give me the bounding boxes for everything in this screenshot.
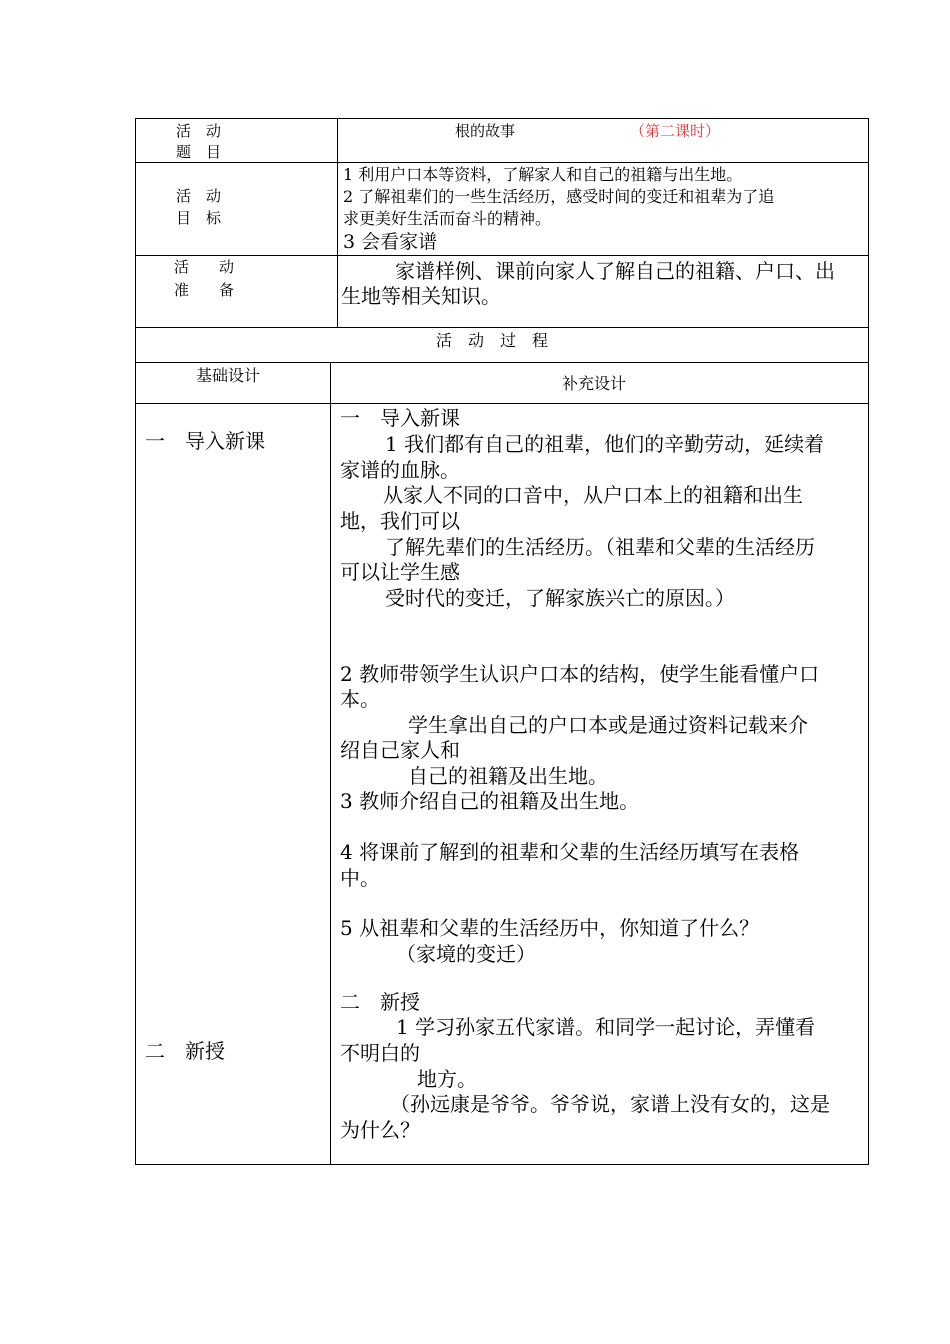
table-border-top xyxy=(135,118,869,119)
extra-line-04: 从家人不同的口音中，从户口本上的祖籍和出生 xyxy=(383,483,803,507)
row-divider-2 xyxy=(135,255,869,256)
extra-line-23: （孙远康是爷爷。爷爷说，家谱上没有女的，这是 xyxy=(390,1092,830,1116)
basic-section-2: 二 新授 xyxy=(145,1039,225,1063)
extra-line-06: 了解先辈们的生活经历。（祖辈和父辈的生活经历 xyxy=(385,535,815,559)
body-divider-vertical xyxy=(330,362,331,1165)
extra-line-10: 本。 xyxy=(340,687,380,711)
extra-line-12: 绍自己家人和 xyxy=(340,738,460,762)
goal-2-cont: 求更美好生活而奋斗的精神。 xyxy=(343,209,552,228)
extra-line-05: 地，我们可以 xyxy=(340,509,460,533)
column-basic-header: 基础设计 xyxy=(196,366,261,385)
extra-line-15: 4 将课前了解到的祖辈和父辈的生活经历填写在表格 xyxy=(340,840,800,864)
table-border-bottom xyxy=(135,1164,869,1165)
lesson-title: 根的故事 xyxy=(455,122,516,140)
prep-line2: 生地等相关知识。 xyxy=(341,284,501,308)
row-divider-4 xyxy=(135,362,869,363)
extra-line-22: 地方。 xyxy=(417,1067,477,1091)
extra-line-17: 5 从祖辈和父辈的生活经历中，你知道了什么？ xyxy=(340,916,760,940)
table-border-left xyxy=(135,118,136,1165)
title-label-line2: 题 目 xyxy=(176,143,222,161)
lesson-period-note: （第二课时） xyxy=(630,122,721,140)
extra-line-01: 一 导入新课 xyxy=(340,406,460,430)
prep-label-line1: 活 动 xyxy=(174,258,235,276)
prep-label-line2: 准 备 xyxy=(174,281,235,299)
goal-3: 3 会看家谱 xyxy=(343,231,438,253)
extra-line-09: 2 教师带领学生认识户口本的结构，使学生能看懂户口 xyxy=(340,662,820,686)
extra-line-11: 学生拿出自己的户口本或是通过资料记载来介 xyxy=(408,713,808,737)
extra-line-14: 3 教师介绍自己的祖籍及出生地。 xyxy=(340,789,640,813)
table-border-right xyxy=(868,118,869,1165)
extra-line-07: 可以让学生感 xyxy=(340,560,460,584)
goal-2: 2 了解祖辈们的一些生活经历，感受时间的变迁和祖辈为了追 xyxy=(343,187,775,206)
row-divider-5 xyxy=(135,403,869,404)
header-divider-vertical xyxy=(337,118,338,328)
extra-line-02: 1 我们都有自己的祖辈，他们的辛勤劳动，延续着 xyxy=(385,432,825,456)
extra-line-19: 二 新授 xyxy=(340,990,420,1014)
process-title: 活 动 过 程 xyxy=(436,331,549,350)
row-divider-1 xyxy=(135,162,869,163)
extra-line-16: 中。 xyxy=(340,866,380,890)
column-extra-header: 补充设计 xyxy=(562,374,627,393)
extra-line-08: 受时代的变迁，了解家族兴亡的原因。） xyxy=(385,586,735,610)
extra-line-03: 家谱的血脉。 xyxy=(340,458,460,482)
extra-line-13: 自己的祖籍及出生地。 xyxy=(408,764,608,788)
extra-line-21: 不明白的 xyxy=(340,1041,420,1065)
goal-label-line1: 活 动 xyxy=(176,187,222,205)
row-divider-3 xyxy=(135,327,869,328)
extra-line-20: 1 学习孙家五代家谱。和同学一起讨论，弄懂看 xyxy=(396,1015,816,1039)
goal-1: 1 利用户口本等资料，了解家人和自己的祖籍与出生地。 xyxy=(343,165,743,184)
prep-line1: 家谱样例、课前向家人了解自己的祖籍、户口、出 xyxy=(395,259,835,283)
extra-line-18: （家境的变迁） xyxy=(396,942,536,966)
basic-section-1: 一 导入新课 xyxy=(145,429,265,453)
title-label-line1: 活 动 xyxy=(176,122,222,140)
goal-label-line2: 目 标 xyxy=(176,209,222,227)
extra-line-24: 为什么？ xyxy=(340,1118,420,1142)
